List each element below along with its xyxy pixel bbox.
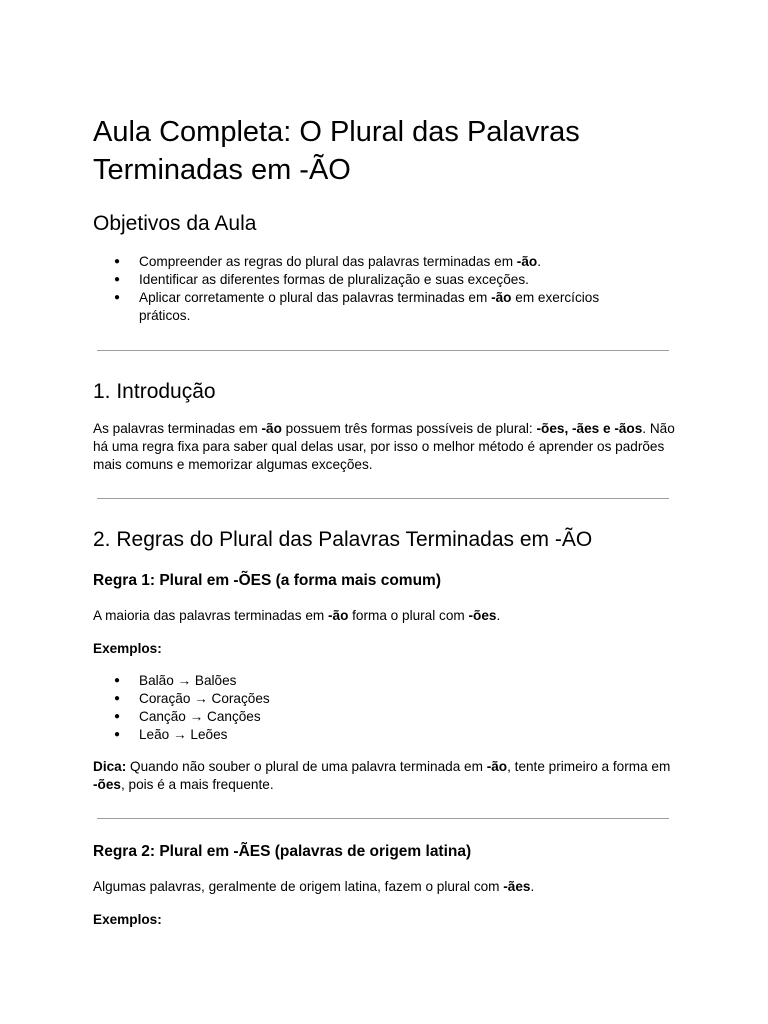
list-item: ● Balão → Balões	[93, 672, 683, 690]
rule2-paragraph: Algumas palavras, geralmente de origem latina, fazem o plural com -ães.	[93, 879, 535, 894]
rule1-tip: Dica: Quando não souber o plural de uma palavra terminada em -ão, tente primeiro a forma em -ões, pois é a mais frequente.	[93, 759, 671, 792]
rule1-heading: Regra 1: Plural em -ÕES (a forma mais comum)	[93, 572, 441, 589]
rules-heading: 2. Regras do Plural das Palavras Terminadas em -ÃO	[93, 528, 593, 551]
list-item: ● Aplicar corretamente o plural das palavras terminadas em -ão em exercícios práticos.	[93, 289, 683, 325]
divider	[97, 818, 669, 819]
objectives-heading: Objetivos da Aula	[93, 212, 257, 235]
list-item: ● Compreender as regras do plural das palavras terminadas em -ão.	[93, 253, 683, 271]
list-item: ● Coração → Corações	[93, 690, 683, 708]
rule2-heading: Regra 2: Plural em -ÃES (palavras de origem latina)	[93, 843, 472, 860]
rule1-examples-label: Exemplos:	[93, 641, 162, 656]
list-item: ● Leão → Leões	[93, 726, 683, 744]
list-item: ● Canção → Canções	[93, 708, 683, 726]
intro-paragraph: As palavras terminadas em -ão possuem três formas possíveis de plural: -ões, -ães e -ãos. Não há uma regra fixa para saber qual delas usar, por isso o melhor método é aprender os padrões mais comuns e memorizar algumas exceções.	[93, 421, 675, 472]
rule1-examples-list	[93, 672, 683, 744]
rule1-paragraph: A maioria das palavras terminadas em -ão forma o plural com -ões.	[93, 608, 501, 623]
list-item: ● Identificar as diferentes formas de pluralização e suas exceções.	[93, 271, 683, 289]
divider	[97, 350, 669, 351]
page-title: Aula Completa: O Plural das Palavras Terminadas em -ÃO	[93, 116, 580, 186]
rule2-examples-label: Exemplos:	[93, 912, 162, 927]
objectives-list	[93, 253, 683, 325]
intro-heading: 1. Introdução	[93, 380, 216, 403]
divider	[97, 498, 669, 499]
